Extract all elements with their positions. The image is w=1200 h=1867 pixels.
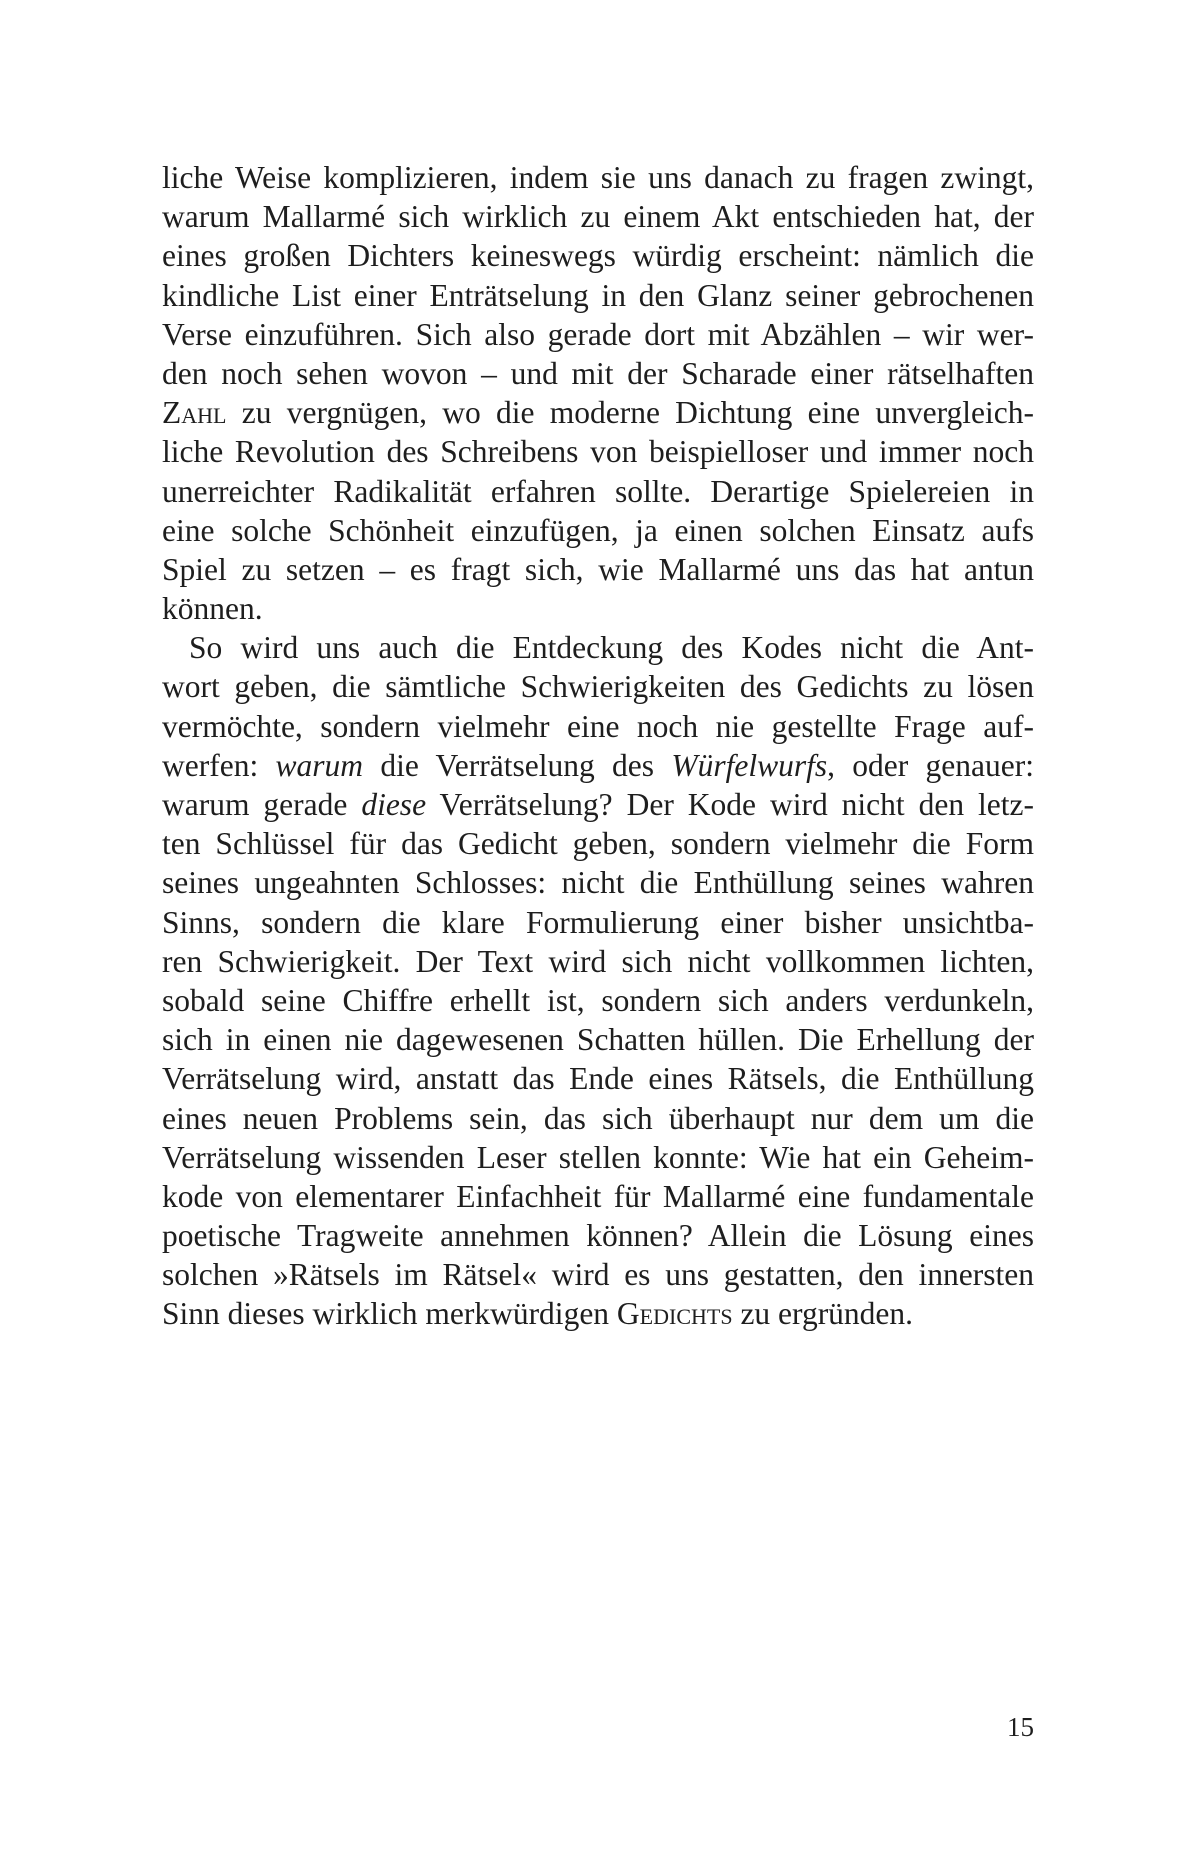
text-segment: Sinn dieses wirklich merkwürdigen — [162, 1296, 617, 1332]
text-line — [162, 197, 1034, 236]
text-line — [162, 628, 1034, 667]
text-segment: warum gerade — [162, 787, 362, 822]
text-segment: seines ungeahnten Schlosses: nicht die Enthüllung seines wahren — [162, 865, 1034, 901]
text-segment: sich in einen nie dagewesenen Schatten hüllen. Die Erhellung der — [162, 1022, 1034, 1058]
text-line — [162, 354, 1034, 393]
text-segment: Verrätselung? Der Kode wird nicht den letz- — [426, 787, 1034, 822]
text-segment: die Verrätselung des — [363, 747, 672, 783]
text-segment: werfen: — [162, 747, 276, 783]
text-segment: liche Revolution des Schreibens von beispielloser und immer noch — [162, 434, 1034, 470]
text-line — [162, 942, 1034, 981]
text-segment: ten Schlüssel für das Gedicht geben, sondern vielmehr die Form — [162, 826, 1034, 862]
text-segment: den noch sehen wovon – und mit der Scharade einer rätselhaften — [162, 355, 1034, 391]
text-segment: ren Schwierigkeit. Der Text wird sich nicht vollkommen lichten, — [162, 943, 1034, 979]
text-line — [162, 1294, 1034, 1333]
text-line — [162, 863, 1034, 902]
text-segment: solchen »Rätsels im Rätsel« wird es uns gestatten, den innersten — [162, 1257, 1034, 1293]
text-segment: sobald seine Chiffre erhellt ist, sondern sich anders verdunkeln, — [162, 982, 1034, 1018]
text-line — [162, 707, 1034, 746]
italic-text: warum — [275, 747, 364, 783]
text-segment: Verse einzuführen. Sich also gerade dort mit Abzählen – wir wer- — [162, 316, 1034, 352]
text-segment: liche Weise komplizieren, indem sie uns danach zu fragen zwingt, — [162, 160, 1034, 195]
text-segment: Spiel zu setzen – es fragt sich, wie Mallarmé uns das hat antun — [162, 551, 1034, 587]
text-line — [162, 667, 1034, 706]
text-segment: eine solche Schönheit einzufügen, ja einen solchen Einsatz aufs — [162, 512, 1034, 548]
page-number: 15 — [1007, 1712, 1034, 1742]
text-segment: Verrätselung wird, anstatt das Ende eines Rätsels, die Enthüllung — [162, 1061, 1034, 1097]
text-segment: Sinns, sondern die klare Formulierung einer bisher unsichtba- — [162, 904, 1034, 940]
text-line — [162, 1216, 1034, 1255]
text-segment: zu vergnügen, wo die moderne Dichtung eine unvergleich- — [226, 395, 1034, 431]
text-segment: wort geben, die sämtliche Schwierigkeiten des Gedichts zu lösen — [162, 669, 1034, 705]
text-line — [162, 1020, 1034, 1059]
text-segment: unerreichter Radikalität erfahren sollte. Derartige Spielereien in — [162, 473, 1034, 509]
text-segment: Verrätselung wissenden Leser stellen konnte: Wie hat ein Geheim- — [162, 1139, 1034, 1175]
italic-text: Würfelwurfs — [671, 747, 828, 783]
small-caps-text: Zahl — [162, 395, 227, 431]
text-line — [162, 903, 1034, 942]
text-line — [162, 511, 1034, 550]
text-line — [162, 276, 1034, 315]
text-line — [162, 1059, 1034, 1098]
text-line — [162, 785, 1034, 824]
text-segment: vermöchte, sondern vielmehr eine noch nie gestellte Frage auf- — [162, 708, 1034, 744]
text-line — [162, 315, 1034, 354]
text-segment: kode von elementarer Einfachheit für Mallarmé eine fundamentale — [162, 1178, 1034, 1214]
text-segment: eines großen Dichters keineswegs würdig erscheint: nämlich die — [162, 238, 1034, 274]
text-segment: warum Mallarmé sich wirklich zu einem Akt entschieden hat, der — [162, 199, 1034, 235]
text-segment: zu ergründen. — [732, 1296, 914, 1332]
body-text — [162, 158, 1034, 1334]
small-caps-text: Gedichts — [616, 1296, 733, 1332]
text-line — [162, 1138, 1034, 1177]
paragraph — [162, 158, 1034, 628]
text-line — [162, 393, 1034, 432]
text-line — [162, 589, 1034, 628]
text-line — [162, 550, 1034, 589]
text-line — [162, 1255, 1034, 1294]
text-line — [162, 432, 1034, 471]
text-segment: poetische Tragweite annehmen können? Allein die Lösung eines — [162, 1218, 1034, 1254]
text-segment: eines neuen Problems sein, das sich überhaupt nur dem um die — [162, 1100, 1034, 1136]
text-segment: können. — [162, 591, 263, 627]
text-line — [162, 746, 1034, 785]
text-line — [162, 236, 1034, 275]
text-line — [162, 158, 1034, 197]
paragraph — [162, 628, 1034, 1333]
text-segment: , oder genauer: — [827, 747, 1034, 783]
text-line — [162, 1099, 1034, 1138]
text-segment: kindliche List einer Enträtselung in den Glanz seiner gebrochenen — [162, 277, 1034, 313]
text-line — [162, 1177, 1034, 1216]
text-segment: So wird uns auch die Entdeckung des Kodes nicht die Ant- — [189, 630, 1034, 666]
text-line — [162, 472, 1034, 511]
text-line — [162, 981, 1034, 1020]
italic-text: diese — [361, 787, 427, 822]
text-line — [162, 824, 1034, 863]
